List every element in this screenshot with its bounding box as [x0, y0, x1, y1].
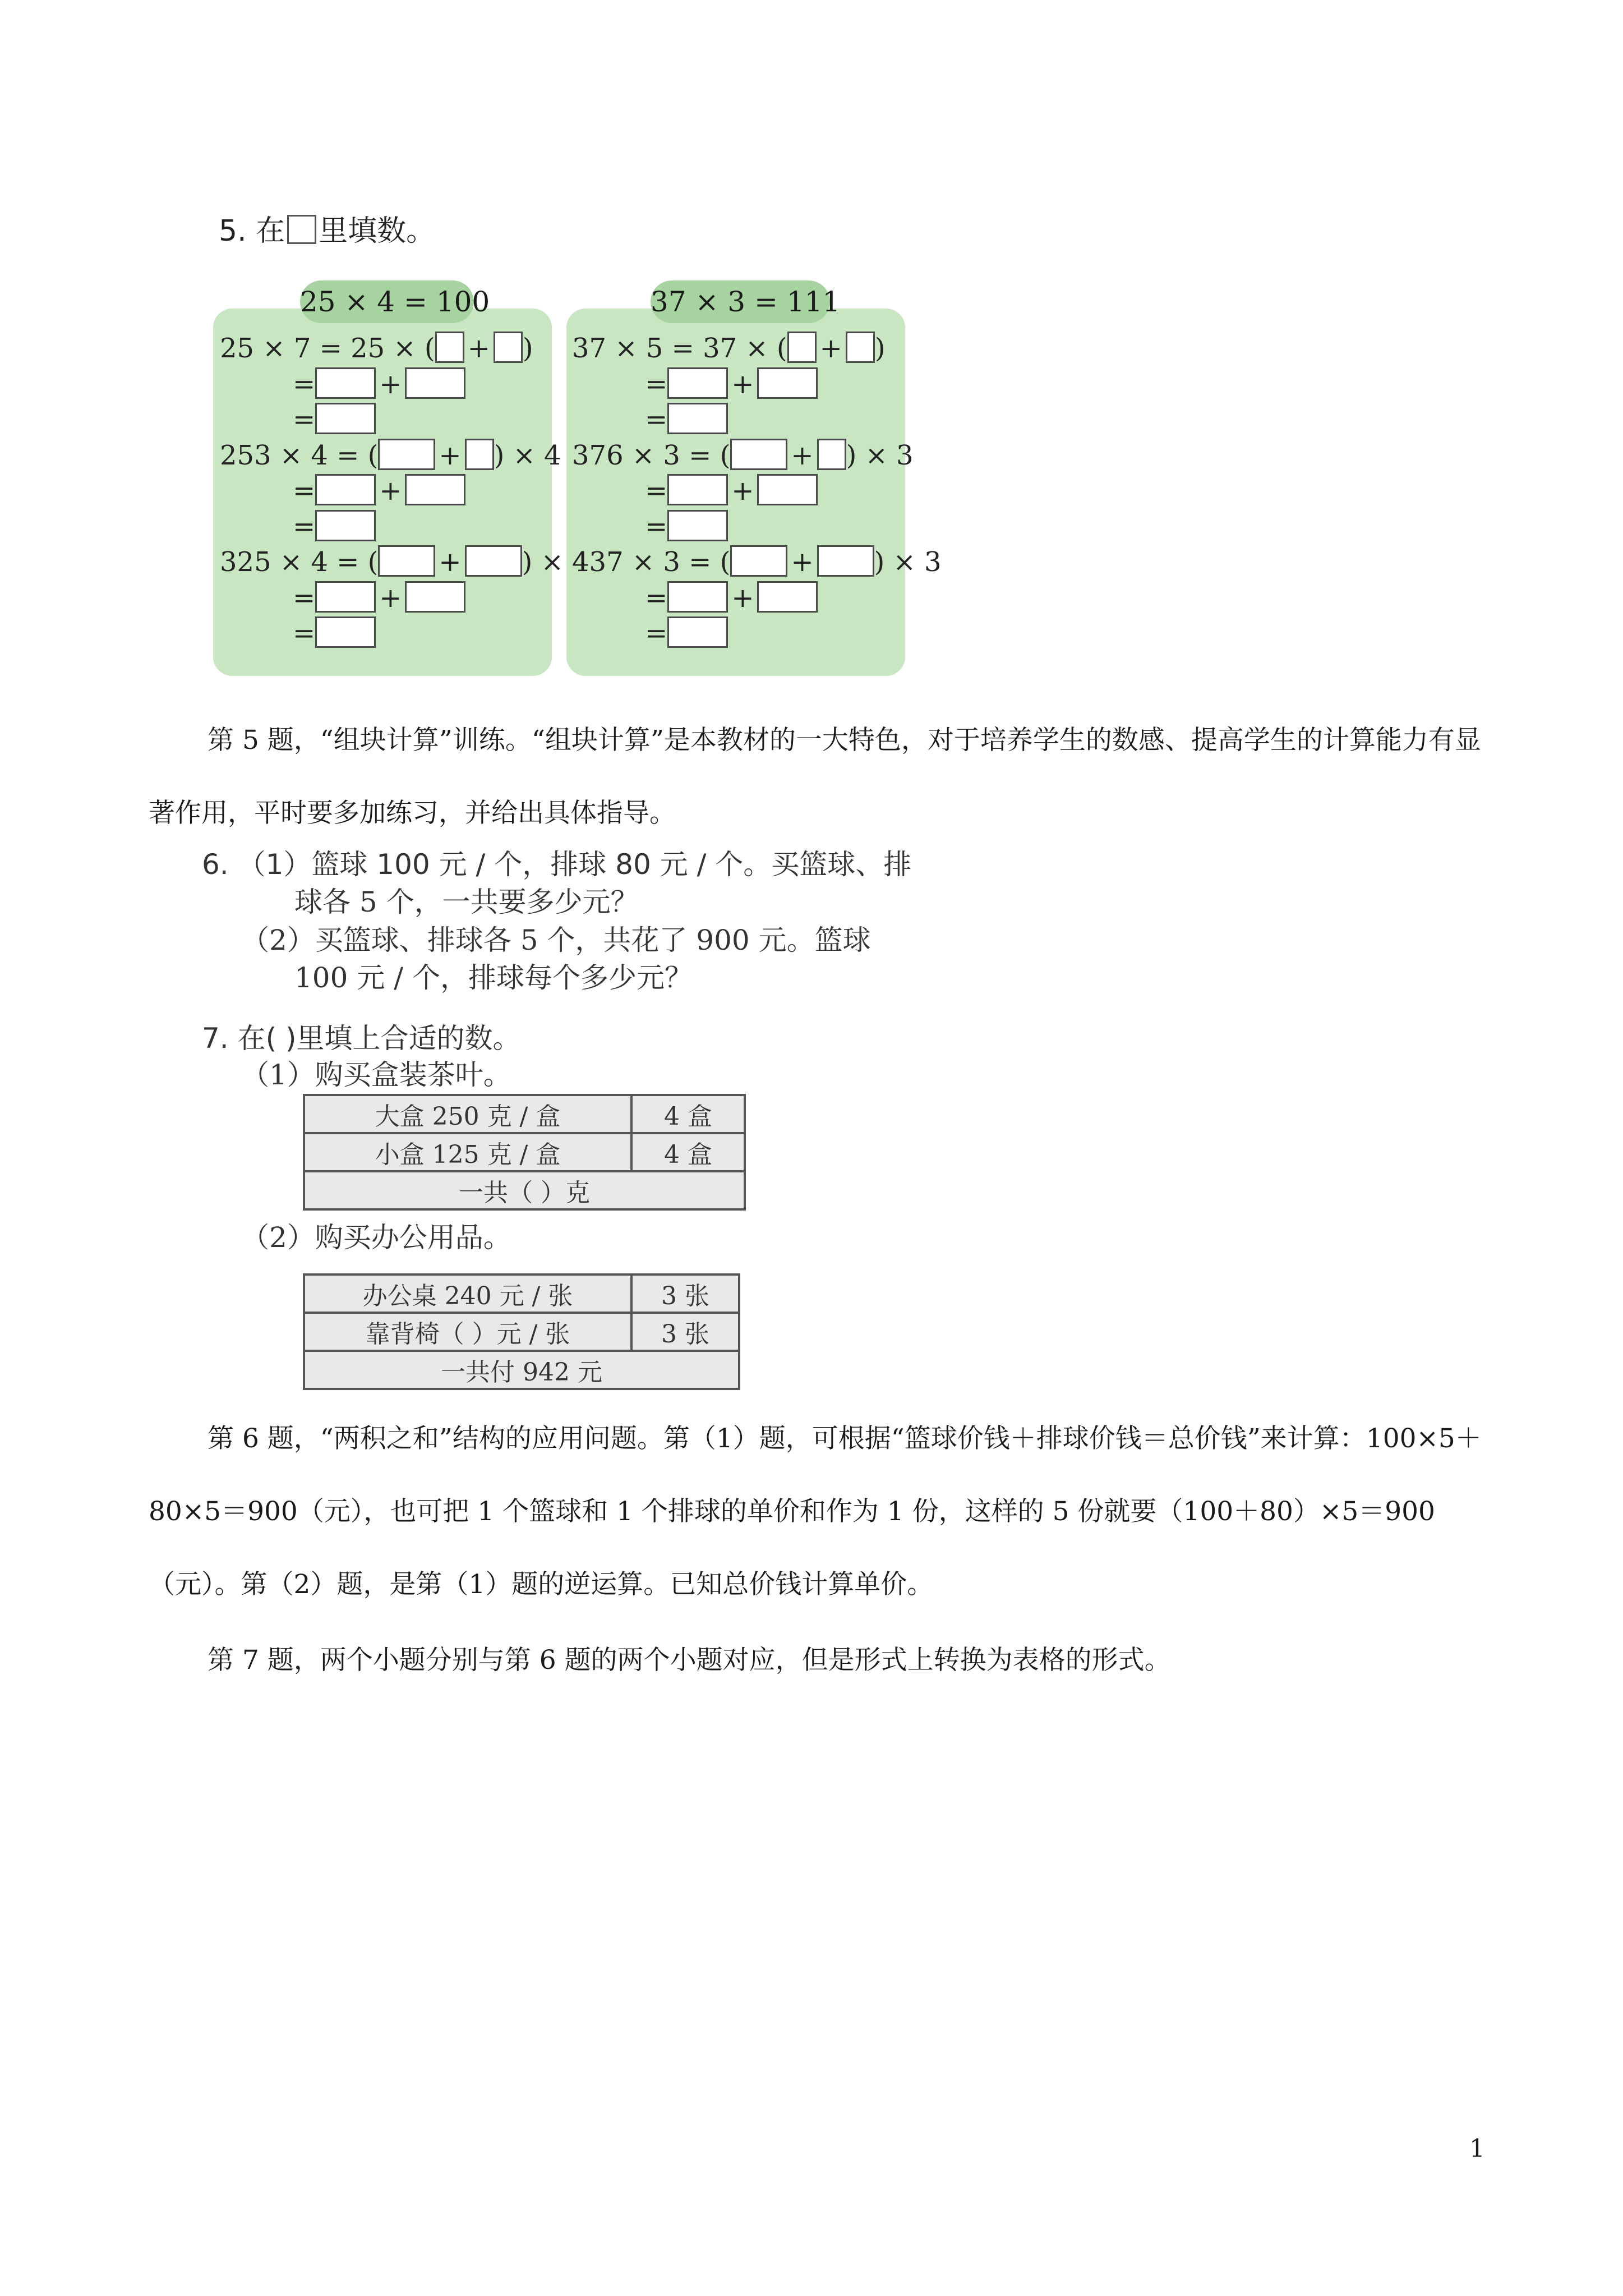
equation-row [572, 331, 886, 366]
answer-box[interactable] [315, 367, 376, 399]
q6-line-3: （2）买篮球、排球各 5 个，共花了 900 元。篮球 [241, 924, 871, 956]
equation-text: = [645, 582, 668, 614]
answer-box[interactable] [817, 545, 874, 577]
equation-row [645, 581, 818, 615]
plus-sign: + [467, 333, 490, 364]
q7-table-office [303, 1273, 740, 1390]
table-cell: 3 张 [631, 1313, 739, 1351]
paragraph-q7-note: 第 7 题，两个小题分别与第 6 题的两个小题对应，但是形式上转换为表格的形式。 [208, 1645, 1171, 1676]
page-number: 1 [1469, 2134, 1485, 2163]
equation-text: ) × 4 [522, 546, 589, 578]
paragraph-q5-note: 第 5 题，“组块计算”训练。“组块计算”是本教材的一大特色，对于培养学生的数感、提高学生的计算能力有显著作用，平时要多加练习，并给出具体指导。 [149, 725, 1481, 829]
answer-box[interactable] [667, 616, 728, 648]
q6-line-1: 6. （1）篮球 100 元 / 个，排球 80 元 / 个。买篮球、排 [202, 848, 912, 881]
equation-text: 376 × 3 = ( [572, 439, 731, 471]
plus-sign: + [439, 439, 462, 471]
equation-row [645, 367, 818, 402]
paragraph-q6-note: 第 6 题，“两积之和”结构的应用问题。第（1）题，可根据“篮球价钱＋排球价钱＝总价钱”来计算：100×5＋80×5＝900（元），也可把 1 个篮球和 1 个排球的单价和作为 1 份，这样的 5 份就要（100＋80）×5＝900（元）。第（2）题，是第（1）题的逆运算。已知总价钱计算单价。 [149, 1423, 1482, 1600]
answer-box-sample [287, 215, 316, 244]
table-cell: 4 盒 [631, 1095, 745, 1133]
answer-box[interactable] [465, 439, 494, 470]
answer-box[interactable] [667, 581, 728, 613]
table-cell: 3 张 [631, 1274, 739, 1313]
plus-sign: + [379, 368, 402, 400]
plus-sign: + [791, 439, 814, 471]
plus-sign: + [379, 582, 402, 614]
answer-box[interactable] [730, 545, 787, 577]
q7-title: 7. 在( )里填上合适的数。 [202, 1022, 521, 1055]
answer-box[interactable] [667, 474, 728, 505]
equation-row [645, 473, 818, 508]
equation-text: 37 × 5 = 37 × ( [572, 333, 787, 364]
equation-row [220, 331, 533, 366]
answer-box[interactable] [378, 439, 435, 470]
table-row [304, 1313, 739, 1351]
q5-right-header: 37 × 3 = 111 [651, 280, 830, 323]
q5-title-prefix: 5. 在 [219, 214, 285, 248]
plus-sign: + [731, 582, 754, 614]
equation-text: = [293, 368, 316, 400]
equation-text: = [293, 475, 316, 507]
equation-row [645, 509, 728, 544]
q6-line-4: 100 元 / 个，排球每个多少元？ [294, 961, 693, 994]
equation-text: 325 × 4 = ( [220, 546, 379, 578]
q6-line-2: 球各 5 个，一共要多少元？ [294, 886, 639, 918]
equation-text: = [645, 404, 668, 435]
answer-box[interactable] [494, 332, 523, 363]
q5-title-suffix: 里填数。 [319, 214, 436, 248]
equation-row [293, 402, 376, 437]
equation-row [220, 438, 561, 473]
answer-box[interactable] [405, 367, 465, 399]
equation-row [293, 581, 465, 615]
q5-left-header: 25 × 4 = 100 [300, 280, 474, 323]
table-cell: 靠背椅（ ）元 / 张 [304, 1313, 631, 1351]
plus-sign: + [731, 475, 754, 507]
equation-row [645, 402, 728, 437]
table-row [304, 1171, 745, 1209]
table-cell: 办公桌 240 元 / 张 [304, 1274, 631, 1313]
table-row [304, 1095, 745, 1133]
table-cell: 4 盒 [631, 1133, 745, 1171]
answer-box[interactable] [315, 403, 376, 434]
equation-text: = [293, 404, 316, 435]
table-row [304, 1133, 745, 1171]
q7-table-tea [303, 1094, 746, 1211]
answer-box[interactable] [315, 581, 376, 613]
q5-title [219, 209, 435, 254]
answer-box[interactable] [757, 367, 818, 399]
answer-box[interactable] [315, 616, 376, 648]
plus-sign: + [379, 475, 402, 507]
plus-sign: + [439, 546, 462, 578]
answer-box[interactable] [846, 332, 875, 363]
answer-box[interactable] [315, 510, 376, 541]
answer-box[interactable] [405, 581, 465, 613]
answer-box[interactable] [435, 332, 464, 363]
plus-sign: + [791, 546, 814, 578]
table-cell: 小盒 125 克 / 盒 [304, 1133, 631, 1171]
equation-text: ) [874, 333, 886, 364]
answer-box[interactable] [465, 545, 522, 577]
equation-row [293, 509, 376, 544]
equation-text: ) × 3 [846, 439, 914, 471]
equation-row [645, 616, 728, 651]
table-total-cell: 一共付 942 元 [304, 1351, 739, 1389]
answer-box[interactable] [757, 581, 818, 613]
table-cell: 大盒 250 克 / 盒 [304, 1095, 631, 1133]
equation-text: ) [522, 333, 533, 364]
q7-sub2: （2）购买办公用品。 [241, 1221, 511, 1254]
equation-text: = [645, 618, 668, 649]
answer-box[interactable] [817, 439, 846, 470]
plus-sign: + [819, 333, 842, 364]
answer-box[interactable] [730, 439, 787, 470]
q7-sub1: （1）购买盒装茶叶。 [241, 1059, 511, 1091]
equation-text: = [293, 618, 316, 649]
plus-sign: + [731, 368, 754, 400]
equation-text: ) × 4 [494, 439, 561, 471]
equation-text: 25 × 7 = 25 × ( [220, 333, 435, 364]
equation-row [293, 616, 376, 651]
answer-box[interactable] [787, 332, 817, 363]
table-row [304, 1351, 739, 1389]
answer-box[interactable] [667, 510, 728, 541]
equation-text: 253 × 4 = ( [220, 439, 379, 471]
table-total-cell: 一共（ ）克 [304, 1171, 745, 1209]
equation-row [293, 367, 465, 402]
answer-box[interactable] [667, 403, 728, 434]
equation-text: 437 × 3 = ( [572, 546, 731, 578]
answer-box[interactable] [378, 545, 435, 577]
table-row [304, 1274, 739, 1313]
equation-text: = [293, 582, 316, 614]
answer-box[interactable] [757, 474, 818, 505]
equation-row [220, 545, 589, 579]
equation-row [572, 545, 942, 579]
equation-row [572, 438, 914, 473]
equation-text: = [645, 475, 668, 507]
equation-text: = [645, 510, 668, 542]
equation-text: ) × 3 [874, 546, 942, 578]
equation-text: = [293, 510, 316, 542]
equation-text: = [645, 368, 668, 400]
answer-box[interactable] [315, 474, 376, 505]
answer-box[interactable] [405, 474, 465, 505]
equation-row [293, 473, 465, 508]
answer-box[interactable] [667, 367, 728, 399]
